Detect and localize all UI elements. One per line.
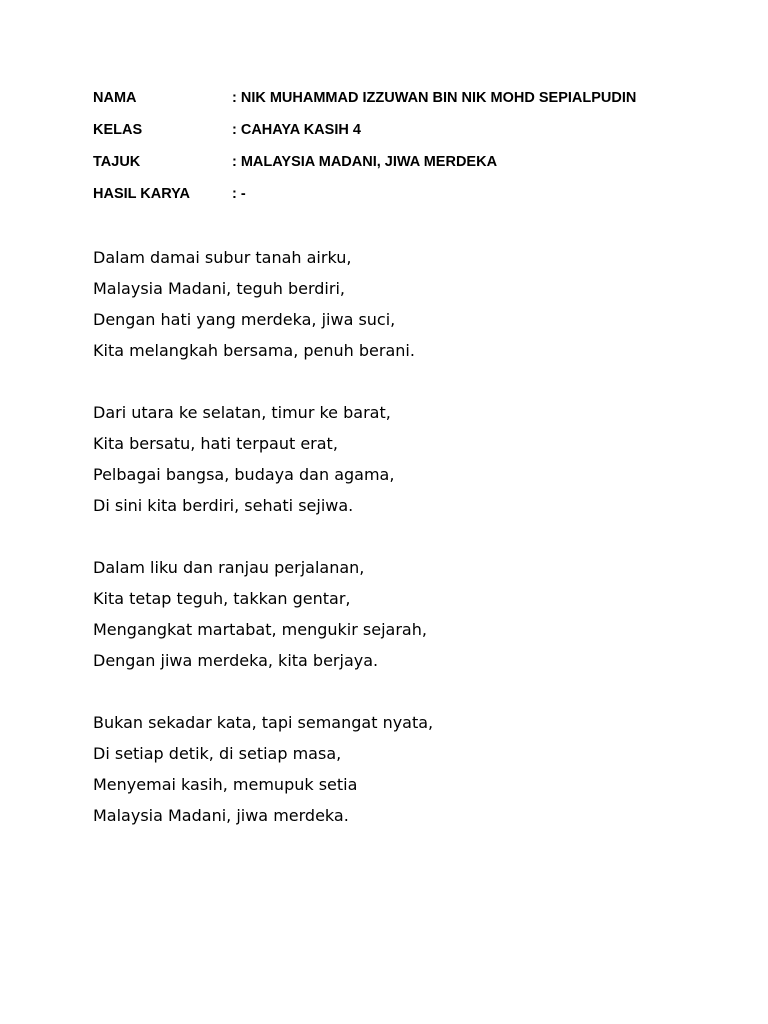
tajuk-value: : MALAYSIA MADANI, JIWA MERDEKA bbox=[232, 154, 498, 170]
stanza-3 bbox=[93, 554, 713, 678]
poem-body bbox=[93, 244, 713, 864]
kelas-label: KELAS bbox=[93, 122, 143, 138]
stanza-2 bbox=[93, 399, 713, 523]
poem-line: Menyemai kasih, memupuk setia bbox=[93, 775, 358, 794]
tajuk-label: TAJUK bbox=[93, 154, 141, 170]
poem-line: Dalam damai subur tanah airku, bbox=[93, 248, 352, 267]
hasil-karya-label: HASIL KARYA bbox=[93, 186, 190, 202]
stanza-4 bbox=[93, 709, 713, 833]
header-row-kelas bbox=[93, 120, 733, 152]
kelas-value: : CAHAYA KASIH 4 bbox=[232, 122, 361, 138]
poem-line: Kita melangkah bersama, penuh berani. bbox=[93, 341, 415, 360]
poem-line: Di setiap detik, di setiap masa, bbox=[93, 744, 342, 763]
poem-line: Dengan jiwa merdeka, kita berjaya. bbox=[93, 651, 379, 670]
poem-line: Mengangkat martabat, mengukir sejarah, bbox=[93, 620, 427, 639]
poem-line: Di sini kita berdiri, sehati sejiwa. bbox=[93, 496, 354, 515]
nama-value: : NIK MUHAMMAD IZZUWAN BIN NIK MOHD SEPIALPUDIN bbox=[232, 90, 637, 106]
poem-line: Dari utara ke selatan, timur ke barat, bbox=[93, 403, 391, 422]
poem-line: Dengan hati yang merdeka, jiwa suci, bbox=[93, 310, 396, 329]
stanza-1 bbox=[93, 244, 713, 368]
poem-line: Dalam liku dan ranjau perjalanan, bbox=[93, 558, 365, 577]
header-row-hasil-karya bbox=[93, 184, 733, 216]
hasil-karya-value: : - bbox=[232, 186, 246, 202]
poem-line: Bukan sekadar kata, tapi semangat nyata, bbox=[93, 713, 434, 732]
header-row-nama bbox=[93, 88, 733, 120]
poem-line: Malaysia Madani, jiwa merdeka. bbox=[93, 806, 349, 825]
poem-line: Kita bersatu, hati terpaut erat, bbox=[93, 434, 338, 453]
header-info bbox=[93, 88, 733, 216]
poem-line: Kita tetap teguh, takkan gentar, bbox=[93, 589, 351, 608]
header-row-tajuk bbox=[93, 152, 733, 184]
poem-line: Pelbagai bangsa, budaya dan agama, bbox=[93, 465, 395, 484]
nama-label: NAMA bbox=[93, 90, 137, 106]
poem-line: Malaysia Madani, teguh berdiri, bbox=[93, 279, 345, 298]
